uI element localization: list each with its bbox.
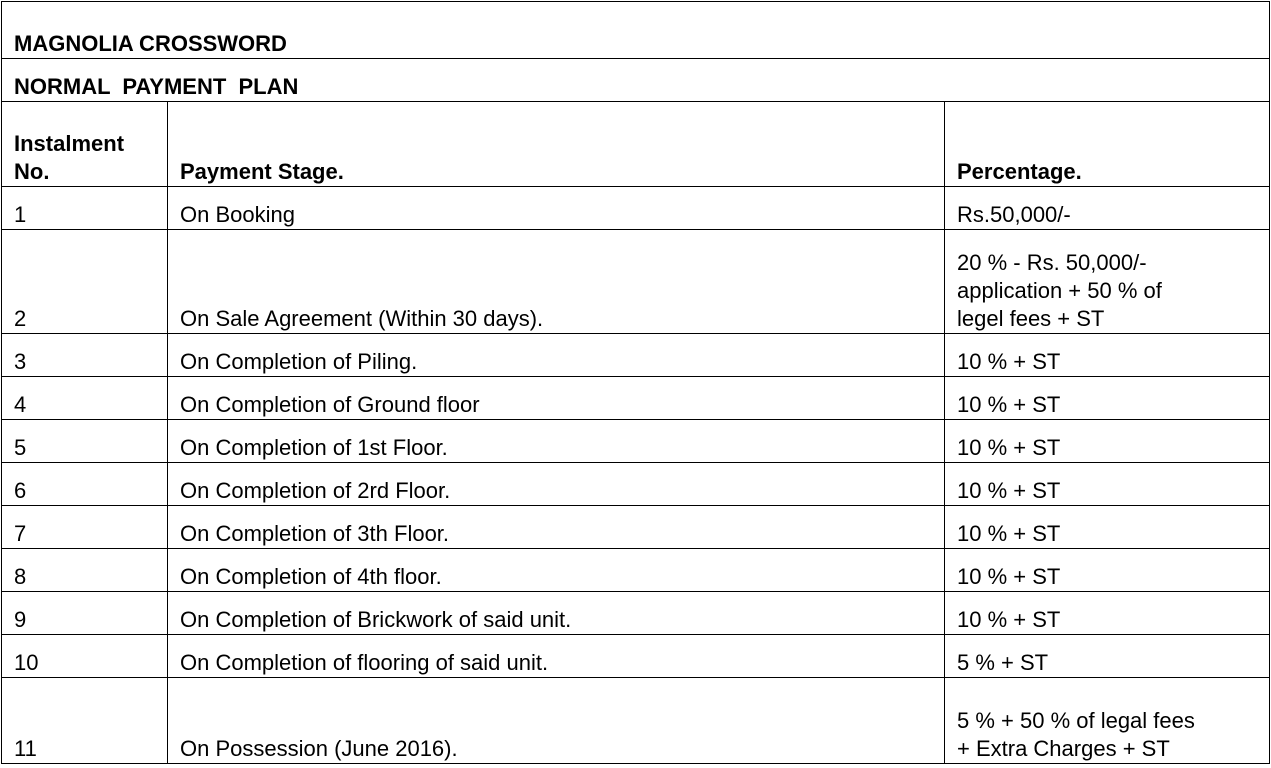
payment-plan-table xyxy=(1,1,1270,764)
table-row xyxy=(2,549,1270,592)
table-row xyxy=(2,463,1270,506)
payment-stage: On Possession (June 2016). xyxy=(168,678,945,764)
payment-stage: On Completion of Piling. xyxy=(168,334,945,377)
table-row xyxy=(2,678,1270,764)
table-row xyxy=(2,420,1270,463)
table-row xyxy=(2,187,1270,230)
document-title: MAGNOLIA CROSSWORD xyxy=(2,2,1270,59)
document-subtitle: NORMAL PAYMENT PLAN xyxy=(2,59,1270,102)
table-header-row xyxy=(2,102,1270,187)
table-row xyxy=(2,334,1270,377)
payment-stage: On Completion of 4th floor. xyxy=(168,549,945,592)
header-instalment-no: Instalment No. xyxy=(2,102,168,187)
percentage: 10 % + ST xyxy=(945,334,1270,377)
header-payment-stage: Payment Stage. xyxy=(168,102,945,187)
instalment-no: 2 xyxy=(2,230,168,334)
percentage: 5 % + 50 % of legal fees + Extra Charges + ST xyxy=(945,678,1270,764)
instalment-no: 5 xyxy=(2,420,168,463)
payment-stage: On Completion of Brickwork of said unit. xyxy=(168,592,945,635)
percentage: 10 % + ST xyxy=(945,592,1270,635)
percentage: 10 % + ST xyxy=(945,377,1270,420)
table-row xyxy=(2,592,1270,635)
subtitle-row xyxy=(2,59,1270,102)
percentage: Rs.50,000/- xyxy=(945,187,1270,230)
table-row xyxy=(2,635,1270,678)
percentage: 10 % + ST xyxy=(945,463,1270,506)
percentage: 5 % + ST xyxy=(945,635,1270,678)
payment-stage: On Completion of 1st Floor. xyxy=(168,420,945,463)
payment-stage: On Completion of Ground floor xyxy=(168,377,945,420)
table-row xyxy=(2,506,1270,549)
percentage: 20 % - Rs. 50,000/- application + 50 % of legel fees + ST xyxy=(945,230,1270,334)
table-row xyxy=(2,230,1270,334)
instalment-no: 1 xyxy=(2,187,168,230)
percentage: 10 % + ST xyxy=(945,506,1270,549)
payment-stage: On Sale Agreement (Within 30 days). xyxy=(168,230,945,334)
payment-stage: On Booking xyxy=(168,187,945,230)
instalment-no: 4 xyxy=(2,377,168,420)
payment-stage: On Completion of flooring of said unit. xyxy=(168,635,945,678)
payment-stage: On Completion of 3th Floor. xyxy=(168,506,945,549)
instalment-no: 7 xyxy=(2,506,168,549)
instalment-no: 11 xyxy=(2,678,168,764)
instalment-no: 8 xyxy=(2,549,168,592)
instalment-no: 9 xyxy=(2,592,168,635)
title-row xyxy=(2,2,1270,59)
instalment-no: 3 xyxy=(2,334,168,377)
payment-stage: On Completion of 2rd Floor. xyxy=(168,463,945,506)
instalment-no: 6 xyxy=(2,463,168,506)
instalment-no: 10 xyxy=(2,635,168,678)
table-row xyxy=(2,377,1270,420)
percentage: 10 % + ST xyxy=(945,549,1270,592)
percentage: 10 % + ST xyxy=(945,420,1270,463)
header-percentage: Percentage. xyxy=(945,102,1270,187)
